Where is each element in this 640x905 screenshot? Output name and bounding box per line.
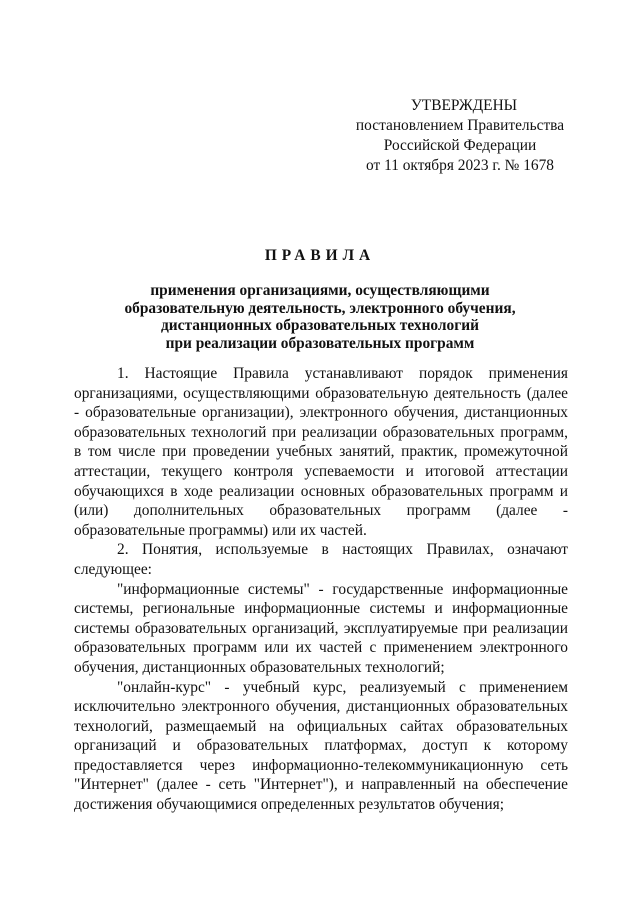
approval-line-date: от 11 октября 2023 г. № 1678 [366, 157, 554, 174]
paragraph-definition-information-systems: "информационные системы" - государственные информационные системы, региональные информационные системы и информационные системы образовательных организаций, эксплуатируемые при реализации образовательных программ или их частей с применением электронного обучения, дистанционных образовательных технологий; [74, 580, 568, 676]
approval-line-federation: Российской Федерации [383, 137, 537, 154]
subtitle-line: применения организациями, осуществляющими [150, 282, 490, 299]
approval-heading: УТВЕРЖДЕНЫ [410, 97, 518, 114]
document-title-block [70, 246, 570, 352]
document-body [74, 364, 568, 815]
approval-stamp [340, 96, 580, 176]
approval-line-decree: постановлением Правительства [355, 117, 565, 134]
subtitle-line: образовательную деятельность, электронного обучения, [124, 299, 516, 317]
paragraph-clause-2: 2. Понятия, используемые в настоящих Правилах, означают следующее: [74, 541, 568, 578]
paragraph-definition-online-course: "онлайн-курс" - учебный курс, реализуемый с применением исключительно электронного обучения, дистанционных образовательных технологий, размещаемый на официальных сайтах образовательных организаций и образовательных платформах, доступ к которому предоставляется через информационно-телекоммуникационную сеть "Интернет" (далее - сеть "Интернет"), и направленный на обеспечение достижения обучающимися определенных результатов обучения; [74, 678, 568, 814]
subtitle-line: при реализации образовательных программ [165, 334, 475, 352]
document-title: ПРАВИЛА [264, 247, 376, 264]
document-subtitle [70, 282, 570, 352]
paragraph-clause-1: 1. Настоящие Правила устанавливают порядок применения организациями, осуществляющими образовательную деятельность (далее - образовательные организации), электронного обучения, дистанционных образовательных технологий при реализации образовательных программ, в том числе при проведении учебных занятий, практик, промежуточной аттестации, текущего контроля успеваемости и итоговой аттестации обучающихся в ходе реализации основных образовательных программ и (или) дополнительных образовательных программ (далее - образовательные программы) или их частей. [74, 365, 568, 539]
subtitle-line: дистанционных образовательных технологий [161, 317, 479, 334]
